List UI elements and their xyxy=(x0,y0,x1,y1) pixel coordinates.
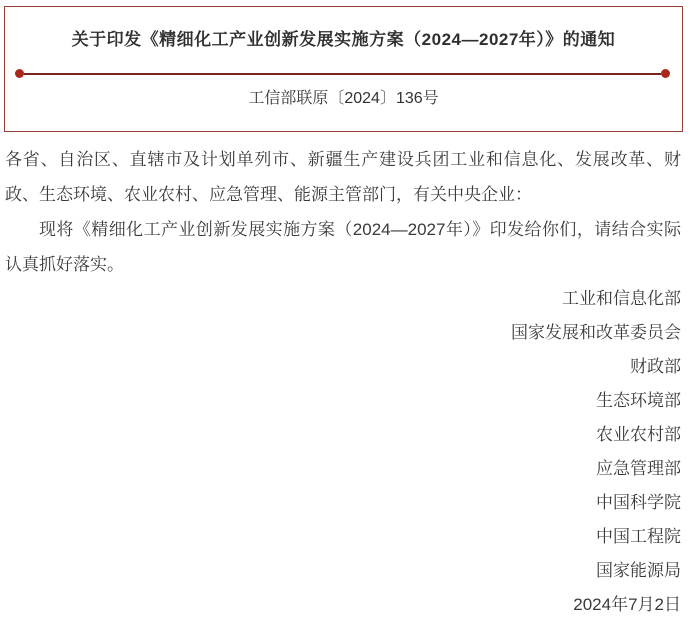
issuing-agency: 农业农村部 xyxy=(596,425,681,444)
issuing-agency: 应急管理部 xyxy=(596,459,681,478)
issuing-agency: 工业和信息化部 xyxy=(562,289,681,308)
issuing-agency: 国家发展和改革委员会 xyxy=(511,323,681,342)
main-paragraph: 现将《精细化工产业创新发展实施方案（2024—2027年）》印发给你们，请结合实际认真抓好落实。 xyxy=(5,220,681,274)
header-divider xyxy=(15,69,670,78)
divider-left-dot-icon xyxy=(15,69,24,78)
divider-right-dot-icon xyxy=(661,69,670,78)
issuing-agency: 生态环境部 xyxy=(596,391,681,410)
document-body xyxy=(5,142,681,282)
document-title: 关于印发《精细化工产业创新发展实施方案（2024—2027年）》的通知 xyxy=(71,30,616,49)
document-header-box xyxy=(4,6,683,132)
issue-date: 2024年7月2日 xyxy=(573,595,681,614)
issuing-agency: 财政部 xyxy=(630,357,681,376)
issuing-agency: 中国科学院 xyxy=(596,493,681,512)
issuing-agency: 中国工程院 xyxy=(596,527,681,546)
divider-line xyxy=(24,73,661,75)
document-number: 工信部联原〔2024〕136号 xyxy=(248,90,439,107)
recipients-paragraph: 各省、自治区、直辖市及计划单列市、新疆生产建设兵团工业和信息化、发展改革、财政、生态环境、农业农村、应急管理、能源主管部门，有关中央企业： xyxy=(5,150,681,204)
signature-block xyxy=(0,282,681,622)
issuing-agency: 国家能源局 xyxy=(596,561,681,580)
